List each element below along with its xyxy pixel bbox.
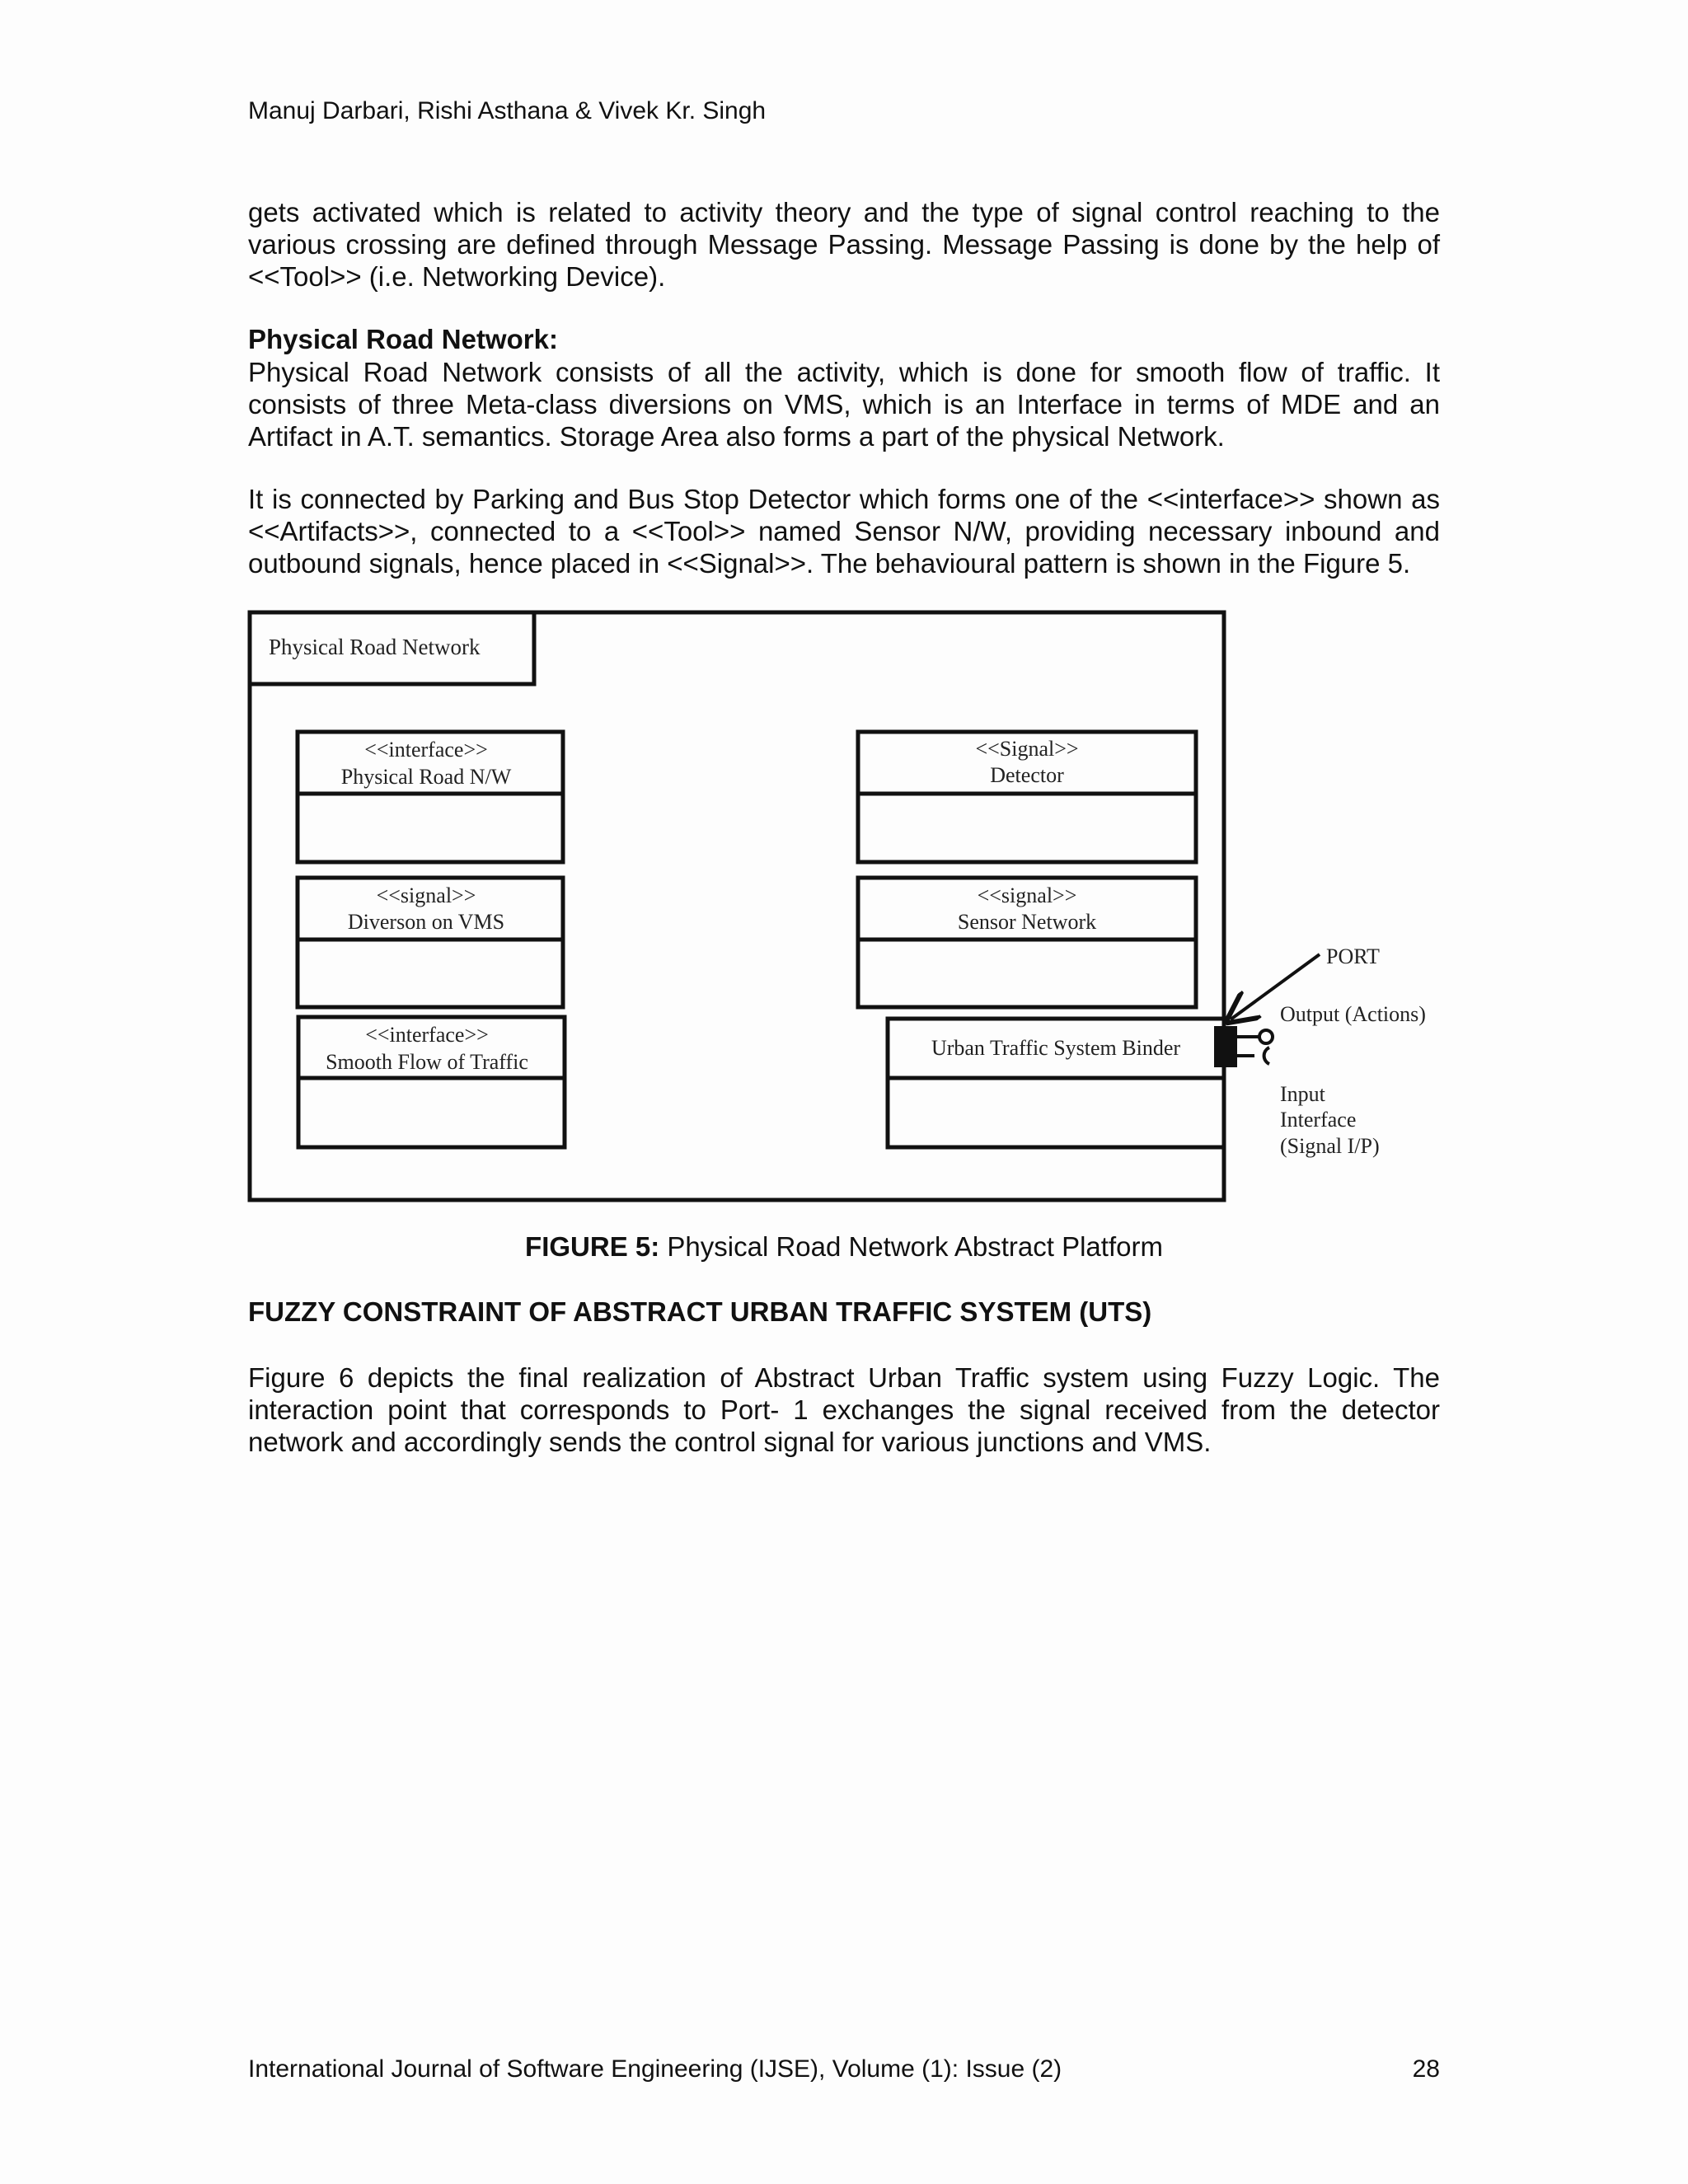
port-square [1214, 1026, 1237, 1067]
box-sensor-network [858, 878, 1196, 1007]
section-heading-physical-road-network: Physical Road Network: [248, 324, 558, 354]
input-socket-icon [1264, 1047, 1269, 1064]
box-smooth-flow-of-traffic [298, 1017, 565, 1147]
section-heading-fuzzy-constraint: FUZZY CONSTRAINT OF ABSTRACT URBAN TRAFFIC SYSTEM (UTS) [248, 1296, 1152, 1327]
stereotype-label: <<interface>> [364, 738, 488, 762]
footer-page-number: 28 [1412, 2055, 1440, 2083]
section1-paragraph-1: Physical Road Network consists of all the activity, which is done for smooth flow of traffic. It consists of three Meta-class diversions on VMS, which is an Interface in terms of MDE and an Artifact in A.T. semantics. Storage Area also forms a part of the physical Network. [248, 357, 1440, 452]
class-name: Detector [990, 763, 1064, 787]
running-header-authors: Manuj Darbari, Rishi Asthana & Vivek Kr. Singh [248, 97, 767, 124]
section2-paragraph: Figure 6 depicts the final realization of Abstract Urban Traffic system using Fuzzy Logic. The interaction point that corresponds to Port- 1 exchanges the signal received from the detector network and accordingly sends the control signal for various junctions and VMS. [248, 1362, 1440, 1457]
stereotype-label: <<Signal>> [975, 737, 1079, 761]
class-name: Urban Traffic System Binder [931, 1036, 1181, 1060]
port-connector [1214, 1026, 1273, 1067]
box-detector [858, 732, 1196, 862]
footer-journal: International Journal of Software Engineering (IJSE), Volume (1): Issue (2) [248, 2055, 1062, 2083]
box-urban-traffic-system-binder [888, 1019, 1224, 1147]
class-name: Smooth Flow of Traffic [326, 1050, 528, 1074]
output-label: Output (Actions) [1280, 1002, 1426, 1026]
port-label: PORT [1326, 944, 1380, 968]
section1-paragraph-2: It is connected by Parking and Bus Stop Detector which forms one of the <<interface>> shown as <<Artifacts>>, connected to a <<Tool>> named Sensor N/W, providing necessary inbound and outbound signals, hence placed in <<Signal>>. The behavioural pattern is shown in the Figure 5. [248, 484, 1440, 579]
class-name: Diverson on VMS [347, 910, 505, 934]
stereotype-label: <<interface>> [365, 1023, 489, 1047]
intro-paragraph: gets activated which is related to activity theory and the type of signal control reaching to the various crossing are defined through Message Passing. Message Passing is done by the help of <<Tool>> (i.e. Networking Device). [248, 197, 1440, 292]
box-diversion-on-vms [298, 878, 563, 1007]
input-label-line3: (Signal I/P) [1280, 1134, 1380, 1158]
figure-caption-label: FIGURE 5: [525, 1231, 660, 1262]
figure-caption-text: Physical Road Network Abstract Platform [667, 1231, 1163, 1262]
class-name: Sensor Network [957, 910, 1097, 934]
output-lollipop-icon [1259, 1030, 1273, 1043]
figure-caption [0, 1231, 1688, 1263]
input-label-line1: Input [1280, 1082, 1325, 1106]
stereotype-label: <<signal>> [376, 883, 476, 907]
input-label-line2: Interface [1280, 1108, 1357, 1132]
frame-title: Physical Road Network [269, 635, 481, 659]
stereotype-label: <<signal>> [977, 883, 1077, 907]
class-name: Physical Road N/W [340, 765, 512, 789]
box-physical-road-nw [298, 732, 563, 862]
